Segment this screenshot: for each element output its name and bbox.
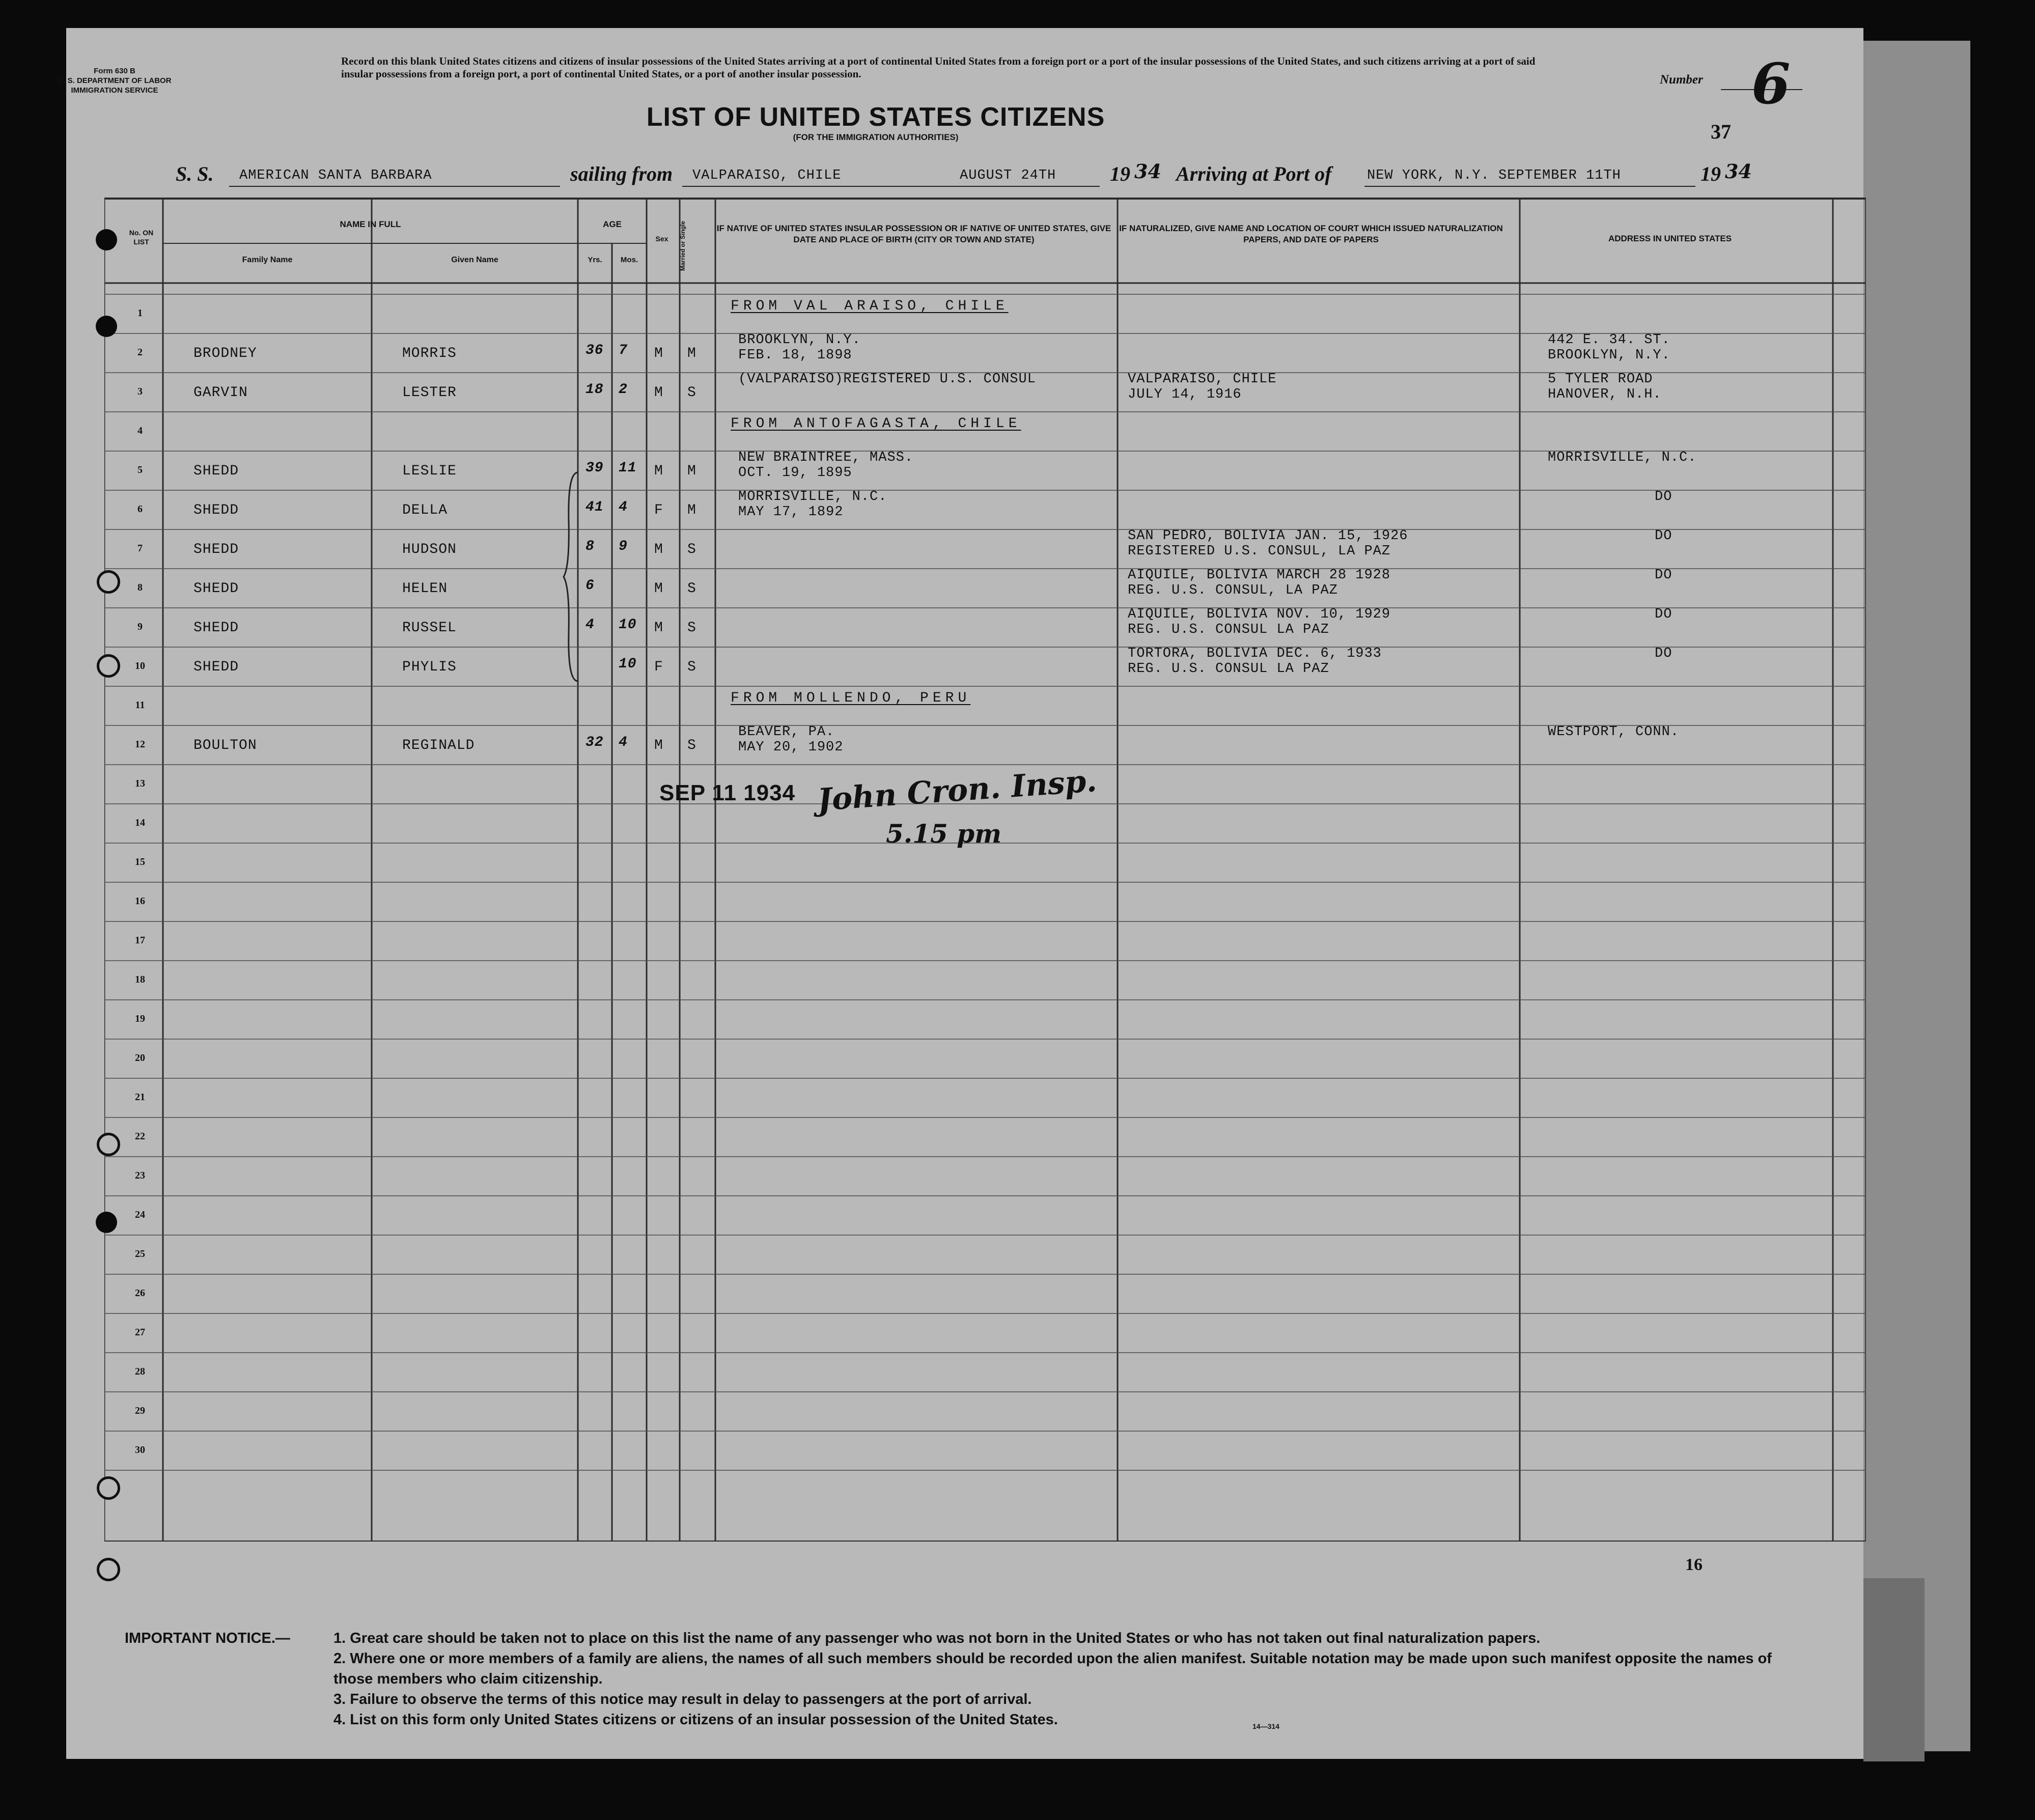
- marital-status: M: [687, 463, 696, 479]
- marital-status: M: [687, 502, 696, 518]
- naturalization-details: JULY 14, 1916: [1128, 387, 1242, 402]
- naturalization-details: REG. U.S. CONSUL LA PAZ: [1128, 661, 1329, 677]
- row-number: 18: [135, 974, 145, 985]
- sex: M: [654, 346, 663, 361]
- header-mos: Mos.: [620, 256, 638, 264]
- from-port: VALPARAISO, CHILE: [692, 168, 842, 183]
- family-name: SHEDD: [193, 502, 239, 518]
- row-number: 25: [135, 1248, 145, 1259]
- binding-hole: [97, 570, 120, 594]
- header-family-name: Family Name: [242, 256, 293, 264]
- us-address: 442 E. 34. ST.: [1548, 332, 1670, 348]
- sex: F: [654, 502, 663, 518]
- number-label: Number: [1660, 73, 1703, 87]
- birth-details: BEAVER, PA.: [738, 724, 835, 740]
- row-number: 16: [135, 895, 145, 907]
- marital-status: S: [687, 581, 696, 597]
- family-bracket: [563, 470, 583, 684]
- us-address: DO: [1655, 646, 1672, 661]
- birth-details: OCT. 19, 1895: [738, 465, 852, 481]
- age-months: 7: [619, 343, 628, 358]
- sex: M: [654, 385, 663, 401]
- family-name: GARVIN: [193, 385, 248, 401]
- arrival-year: 34: [1725, 160, 1752, 183]
- age-months: 10: [619, 617, 637, 633]
- naturalization-details: REG. U.S. CONSUL LA PAZ: [1128, 622, 1329, 637]
- row-number: 3: [137, 386, 143, 397]
- sheet-number: 16: [1685, 1555, 1703, 1574]
- arriving-label: Arriving at Port of: [1176, 162, 1332, 185]
- age-years: 18: [586, 382, 604, 398]
- notice-item: 2. Where one or more members of a family are aliens, the names of all such members should be recorded upon the alien manifest. Suitable notation may be made upon such manifest opposite the names of those members who claim citizenship.: [333, 1650, 1772, 1687]
- row-number: 5: [137, 464, 143, 475]
- sex: M: [654, 542, 663, 557]
- marital-status: S: [687, 620, 696, 636]
- us-address: DO: [1655, 528, 1672, 544]
- row-number: 14: [135, 817, 145, 828]
- adjacent-page-edge: [1853, 41, 1970, 1751]
- given-name: LESLIE: [402, 463, 457, 479]
- given-name: LESTER: [402, 385, 457, 401]
- us-address: WESTPORT, CONN.: [1548, 724, 1680, 740]
- row-number: 13: [135, 778, 145, 789]
- given-name: HUDSON: [402, 542, 457, 557]
- marital-status: M: [687, 346, 696, 361]
- row-number: 10: [135, 660, 145, 671]
- given-name: DELLA: [402, 502, 448, 518]
- port-section-heading: FROM MOLLENDO, PERU: [731, 690, 971, 706]
- row-number: 20: [135, 1052, 145, 1063]
- binding-hole: [96, 1212, 117, 1233]
- sex: F: [654, 659, 663, 675]
- row-number: 22: [135, 1131, 145, 1142]
- naturalization-details: VALPARAISO, CHILE: [1128, 372, 1277, 387]
- inspection-time: 5.15 pm: [886, 819, 1002, 849]
- row-number: 12: [135, 739, 145, 750]
- ship-name: AMERICAN SANTA BARBARA: [239, 168, 432, 183]
- form-id-line: IMMIGRATION SERVICE: [71, 86, 158, 95]
- us-address: HANOVER, N.H.: [1548, 387, 1662, 402]
- depart-date: AUGUST 24TH: [960, 168, 1056, 183]
- row-number: 2: [137, 347, 143, 358]
- form-identifier: [48, 66, 181, 95]
- age-months: 4: [619, 499, 628, 515]
- age-years: 4: [586, 617, 595, 633]
- header-name-in-full: NAME IN FULL: [340, 219, 401, 229]
- row-number: 28: [135, 1366, 145, 1377]
- adjacent-page-shadow: [1863, 1578, 1925, 1761]
- birth-details: (VALPARAISO)REGISTERED U.S. CONSUL: [738, 372, 1036, 387]
- manifest-table: [104, 198, 1866, 1542]
- row-number: 17: [135, 935, 145, 946]
- row-number: 15: [135, 856, 145, 867]
- age-years: 6: [586, 578, 595, 594]
- family-name: SHEDD: [193, 463, 239, 479]
- sex: M: [654, 581, 663, 597]
- header-no-on-list: No. ON LIST: [129, 229, 154, 246]
- birth-details: MORRISVILLE, N.C.: [738, 489, 887, 505]
- age-months: 4: [619, 735, 628, 750]
- list-number: 6: [1751, 51, 1791, 117]
- birth-details: BROOKLYN, N.Y.: [738, 332, 861, 348]
- inspector-signature: John Cron. Insp.: [816, 763, 1098, 819]
- age-months: 11: [619, 460, 637, 476]
- header-given-name: Given Name: [451, 256, 498, 264]
- family-name: BOULTON: [193, 738, 257, 753]
- family-name: BRODNEY: [193, 346, 257, 361]
- age-years: 32: [586, 735, 604, 750]
- binding-hole: [97, 1476, 120, 1500]
- row-number: 30: [135, 1444, 145, 1455]
- row-number: 23: [135, 1170, 145, 1181]
- age-years: 39: [586, 460, 604, 476]
- row-number: 7: [137, 543, 143, 554]
- from-port-underline: [682, 186, 1100, 187]
- row-number: 21: [135, 1091, 145, 1103]
- page-subtitle: (FOR THE IMMIGRATION AUTHORITIES): [793, 132, 959, 142]
- us-address: MORRISVILLE, N.C.: [1548, 450, 1697, 465]
- form-preamble: Record on this blank United States citizens and citizens of insular possessions of the United States arriving at a port of continental United States from a foreign port or a port of the insular possessions of the United States, and such citizens arriving at a port of said insular possessions from a foreign port, a port of continental United States, or a port of another insular possession.: [341, 55, 1536, 80]
- birth-details: MAY 20, 1902: [738, 740, 844, 755]
- row-number: 29: [135, 1405, 145, 1416]
- header-birth: IF NATIVE OF UNITED STATES INSULAR POSSESSION OR IF NATIVE OF UNITED STATES, GIVE DATE AND PLACE OF BIRTH (CITY OR TOWN AND STATE): [716, 223, 1111, 244]
- notice-item: 4. List on this form only United States citizens or citizens of an insular possession of the United States.: [333, 1712, 1058, 1728]
- age-months: 10: [619, 656, 637, 672]
- row-number: 1: [137, 307, 143, 319]
- port-section-heading: FROM VAL ARAISO, CHILE: [731, 298, 1009, 314]
- header-age: AGE: [603, 219, 622, 229]
- row-number: 9: [137, 621, 143, 632]
- depart-year-prefix: 19: [1110, 162, 1130, 185]
- birth-details: FEB. 18, 1898: [738, 348, 852, 363]
- age-months: 9: [619, 539, 628, 554]
- age-years: 36: [586, 343, 604, 358]
- form-code: 14—314: [1252, 1722, 1279, 1730]
- age-years: 41: [586, 499, 604, 515]
- notice-item: 1. Great care should be taken not to place on this list the name of any passenger who was not born in the United States or who has not taken out final naturalization papers.: [333, 1630, 1541, 1646]
- arrival-stamp-date: SEP 11 1934: [659, 780, 796, 805]
- header-yrs: Yrs.: [588, 256, 602, 264]
- row-number: 27: [135, 1327, 145, 1338]
- header-address: ADDRESS IN UNITED STATES: [1608, 234, 1732, 243]
- given-name: REGINALD: [402, 738, 475, 753]
- row-number: 26: [135, 1287, 145, 1299]
- birth-details: MAY 17, 1892: [738, 505, 844, 520]
- family-name: SHEDD: [193, 620, 239, 636]
- port-section-heading: FROM ANTOFAGASTA, CHILE: [731, 416, 1021, 432]
- ss-label: S. S.: [176, 162, 214, 185]
- age-months: 2: [619, 382, 628, 398]
- given-name: MORRIS: [402, 346, 457, 361]
- marital-status: S: [687, 385, 696, 401]
- birth-details: NEW BRAINTREE, MASS.: [738, 450, 914, 465]
- age-years: 8: [586, 539, 595, 554]
- page-title: LIST OF UNITED STATES CITIZENS: [646, 102, 1105, 132]
- arrival-underline: [1364, 186, 1695, 187]
- page-number: 37: [1711, 120, 1731, 143]
- row-number: 11: [135, 699, 145, 711]
- us-address: 5 TYLER ROAD: [1548, 372, 1653, 387]
- marital-status: S: [687, 542, 696, 557]
- arrival-port-date: NEW YORK, N.Y. SEPTEMBER 11TH: [1367, 168, 1621, 183]
- header-naturalized: IF NATURALIZED, GIVE NAME AND LOCATION OF COURT WHICH ISSUED NATURALIZATION PAPERS, AND DATE OF PAPERS: [1119, 223, 1503, 244]
- arrival-year-prefix: 19: [1701, 162, 1721, 185]
- row-number: 8: [137, 582, 143, 593]
- given-name: PHYLIS: [402, 659, 457, 675]
- row-number: 19: [135, 1013, 145, 1024]
- binding-hole: [96, 316, 117, 337]
- form-id-line: U. S. DEPARTMENT OF LABOR: [58, 76, 172, 85]
- notice-item: 3. Failure to observe the terms of this notice may result in delay to passengers at the port of arrival.: [333, 1691, 1032, 1707]
- us-address: DO: [1655, 607, 1672, 622]
- family-name: SHEDD: [193, 581, 239, 597]
- naturalization-details: REGISTERED U.S. CONSUL, LA PAZ: [1128, 544, 1391, 559]
- sex: M: [654, 738, 663, 753]
- binding-hole: [96, 229, 117, 250]
- binding-hole: [97, 654, 120, 678]
- family-name: SHEDD: [193, 542, 239, 557]
- family-name: SHEDD: [193, 659, 239, 675]
- us-address: BROOKLYN, N.Y.: [1548, 348, 1670, 363]
- given-name: RUSSEL: [402, 620, 457, 636]
- us-address: DO: [1655, 489, 1672, 505]
- naturalization-details: REG. U.S. CONSUL, LA PAZ: [1128, 583, 1338, 598]
- sex: M: [654, 620, 663, 636]
- sex: M: [654, 463, 663, 479]
- naturalization-details: AIQUILE, BOLIVIA MARCH 28 1928: [1128, 568, 1391, 583]
- sailing-label: sailing from: [570, 162, 673, 185]
- depart-year: 34: [1134, 160, 1161, 183]
- marital-status: S: [687, 738, 696, 753]
- row-number: 6: [137, 503, 143, 515]
- naturalization-details: SAN PEDRO, BOLIVIA JAN. 15, 1926: [1128, 528, 1408, 544]
- us-address: DO: [1655, 568, 1672, 583]
- binding-hole: [97, 1558, 120, 1581]
- naturalization-details: TORTORA, BOLIVIA DEC. 6, 1933: [1128, 646, 1382, 661]
- form-id-line: Form 630 B: [94, 67, 135, 75]
- row-number: 24: [135, 1209, 145, 1220]
- header-married-single: Married or Single: [679, 220, 686, 271]
- row-number: 4: [137, 425, 143, 436]
- binding-hole: [97, 1133, 120, 1156]
- marital-status: S: [687, 659, 696, 675]
- header-sex: Sex: [655, 235, 668, 243]
- given-name: HELEN: [402, 581, 448, 597]
- naturalization-details: AIQUILE, BOLIVIA NOV. 10, 1929: [1128, 607, 1391, 622]
- notice-lead: IMPORTANT NOTICE.—: [125, 1630, 290, 1646]
- ship-underline: [229, 186, 560, 187]
